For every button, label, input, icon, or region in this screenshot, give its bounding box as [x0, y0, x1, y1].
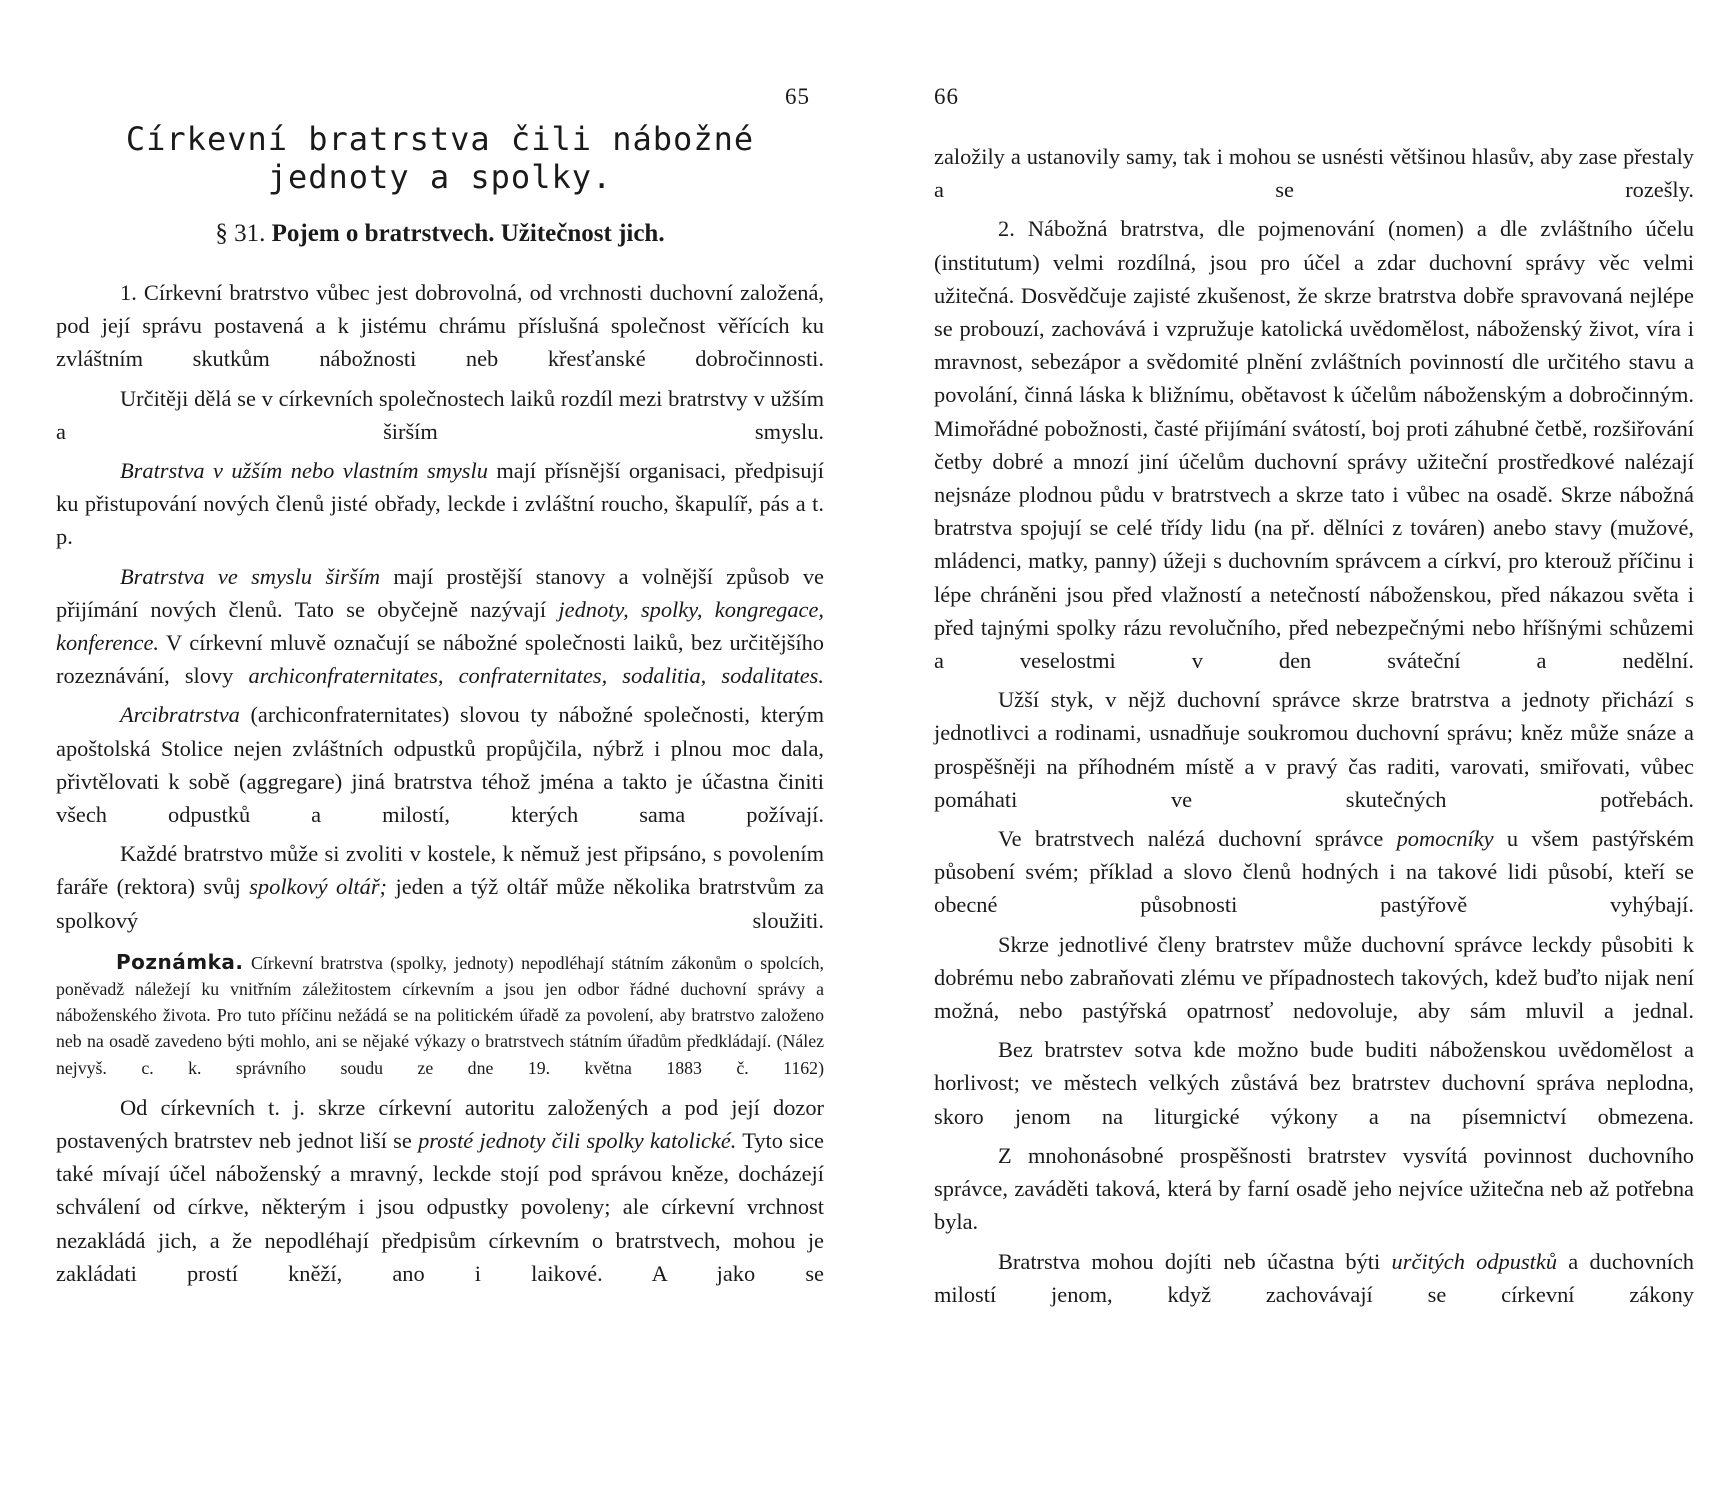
emphasis-term: Bratrstva ve smyslu širším — [120, 563, 381, 589]
paragraph: Bez bratrstev sotva kde možno bude buditi náboženskou uvědomělost a horlivost; ve městech velkých zůstává bez bratrstev duchovní správa neplodna, skoro jenom na liturgické výkony a na písemnictví obmezena. — [934, 1037, 1694, 1129]
page-number-right: 66 — [934, 84, 959, 109]
paragraph: Skrze jednotlivé členy bratrstev může duchovní správce leckdy působiti k dobrému nebo zabraňovati zlému ve případnostech takových, kdež buďto nijak není možná, nebo pastýřská opatrnosť nedovoluje, aby sám mluvil a jednal. — [934, 931, 1694, 1024]
paragraph — [56, 837, 824, 937]
paragraph-text: Každé bratrstvo může si zvoliti v kostele, k němuž jest připsáno, s povolením faráře (rektora) svůj — [56, 841, 824, 900]
section-heading — [56, 218, 824, 250]
paragraph-text: mají prostější stanovy a volnější způsob ve přijímání nových členů. Tato se obyčejně nazývají — [56, 563, 824, 622]
page-number-left: 65 — [785, 84, 810, 109]
emphasis-term: archiconfraternitates, confraternitates, sodalitia, sodalitates. — [248, 663, 824, 689]
emphasis-term: Arcibratrstva — [120, 702, 240, 728]
chapter-title-line2: jednoty a spolky. — [267, 158, 613, 196]
paragraph: 1. Církevní bratrstvo vůbec jest dobrovolná, od vrchnosti duchovní založená, pod její správu postavená a k jistému chrámu příslušná společnost věřících ku zvláštním skutkům nábožnosti neb křesťanské dobročinnosti. — [56, 280, 824, 372]
paragraph-text: (archiconfraternitates) slovou ty nábožné společnosti, kterým apoštolská Stolice nejen zvláštních odpustků propůjčila, nýbrž i plnou moc dala, přivtělovati k sobě (aggregare) jiná bratrstva téhož jména a takto je účastna činiti všech odpustků a milostí, kterých sama požívají. — [56, 702, 824, 828]
right-page-text — [934, 140, 1694, 1311]
paragraph-text: V církevní mluvě označují se nábožné společnosti laiků, bez určitějšího rozeznávání, slovy — [56, 630, 824, 689]
emphasis-term: Bratrstva v užším nebo vlastním smyslu — [120, 458, 488, 484]
left-page — [56, 0, 824, 1500]
paragraph: založily a ustanovily samy, tak i mohou se usnésti většinou hlasův, aby zase přestaly a se rozešly. — [934, 144, 1694, 203]
paragraph — [934, 1245, 1694, 1311]
paragraph-text: u všem pastýřském působení svém; příklad a slovo členů hodných i na takové lidi působí, kteří se obecné působnosti pastýřově vyhýbají. — [934, 826, 1694, 918]
emphasis-term: jednoty, spolky, kongregace, konference. — [56, 596, 824, 656]
chapter-title-line1: Církevní bratrstva čili nábožné — [125, 120, 755, 158]
paragraph: Z mnohonásobné prospěšnosti bratrstev vysvítá povinnost duchovního správce, zaváděti taková, která by farní osadě jeho nejvíce užitečna neb až potřebna byla. — [934, 1142, 1694, 1235]
note-label: Poznámka. — [116, 949, 244, 974]
paragraph-text: mají přísnější organisaci, předpisují ku přistupování nových členů jisté obřady, leckde i zvláštní roucho, škapulíř, pás a t. p. — [56, 458, 824, 550]
paragraph — [56, 454, 824, 554]
paragraph — [56, 560, 824, 693]
section-number: § 31. — [215, 220, 266, 247]
right-page — [934, 0, 1694, 1500]
emphasis-term: spolkový oltář; — [249, 874, 388, 900]
paragraph — [56, 382, 824, 448]
emphasis-term: určitých odpustků — [1391, 1248, 1558, 1274]
paragraph-text: Od církevních t. j. skrze církevní autoritu založených a pod její dozor postavených bratrstev neb jednot liší se — [56, 1094, 824, 1154]
paragraph — [56, 698, 824, 831]
emphasis-term: pomocníky — [1396, 826, 1494, 852]
paragraph-text: Ve bratrstvech nalézá duchovní správce — [998, 826, 1397, 852]
emphasis-term: prosté jednoty čili spolky katolické. — [418, 1128, 737, 1154]
paragraph — [934, 822, 1694, 922]
paragraph: Užší styk, v nějž duchovní správce skrze bratrstva a jednoty přichází s jednotlivci a rodinami, usnadňuje soukromou duchovní správu; kněz může snáze a prospěšněji na příhodném místě a v pravý čas raditi, varovati, smiřovati, vůbec pomáhati ve skutečných potřebách. — [934, 687, 1694, 812]
left-page-text — [56, 120, 824, 1290]
chapter-title — [56, 120, 824, 196]
paragraph-text: a duchovních milostí jenom, když zachovávají se církevní zákony — [934, 1248, 1694, 1307]
paragraph — [56, 1091, 824, 1290]
section-title: Pojem o bratrstvech. Užitečnost jich. — [271, 220, 665, 247]
footnote — [56, 949, 824, 1081]
note-text: Církevní bratrstva (spolky, jednoty) nepodléhají státním zákonům o spolcích, poněvadž náležejí ku vnitřním záležitostem církevním a jsou jen odbor řádné duchovní správy a náboženského života. Pro tuto příčinu nežádá se na politickém úřadě za povolení, aby bratrstvo založeno neb na osadě zavedeno býti mohlo, ani se nějaké výkazy o bratrstvech státním úřadům předkládají. (Nález nejvyš. c. k. správního soudu ze dne 19. května 1883 č. 1162) — [56, 952, 824, 1078]
paragraph: 2. Nábožná bratrstva, dle pojmenování (nomen) a dle zvláštního účelu (institutum) velmi rozdílná, jsou pro účel a zdar duchovní správy věc velmi užitečná. Dosvědčuje zajisté zkušenost, že skrze bratrstva dobře spravovaná nejlépe se probouzí, zachovává i vzpružuje katolická uvědomělost, náboženský život, víra i mravnost, sebezápor a svědomité plnění zvláštních povinností dle určitého stavu a povolání, činná láska k bližnímu, obětavost k účelům náboženským a dobročinným. Mimořádné pobožnosti, časté přijímání svátostí, boj proti záhubné četbě, rozšiřování četby dobré a mnozí jiní účelům duchovní správy užiteční prostředkové nalézají nejsnáze plodnou půdu v bratrstvech a skrze tato i vůbec na osadě. Skrze nábožná bratrstva spojují se celé třídy lidu (na př. dělníci z továren) anebo stavy (mužové, mládenci, matky, panny) úžeji s duchovním správcem a církví, pro kterouž příčinu i lépe chráněni jsou před vlažností a netečností náboženskou, před nákazou světa i před tajnými spolky rázu revolučního, před nebezpečnými nebo hříšnými schůzemi a veselostmi v den sváteční a nedělní. — [934, 216, 1694, 674]
paragraph-text: Určitěji dělá se v církevních společnostech laiků rozdíl mezi bratrstvy v užším a širším smyslu. — [56, 385, 824, 444]
paragraph-text: Tyto sice také mívají účel náboženský a mravný, leckde stojí pod správou kněze, docházejí schválení od církve, některým i jsou odpustky povoleny; ale církevní vrchnost nezakládá jich, a že nepodléhají předpisům církevním o bratrstvech, mohou je zakládati prostí kněží, ano i laikové. A jako se — [56, 1128, 824, 1286]
paragraph-text: jeden a týž oltář může několika bratrstvům za spolkový sloužiti. — [56, 874, 825, 933]
paragraph-text: Bratrstva mohou dojíti neb účastna býti — [998, 1248, 1392, 1274]
